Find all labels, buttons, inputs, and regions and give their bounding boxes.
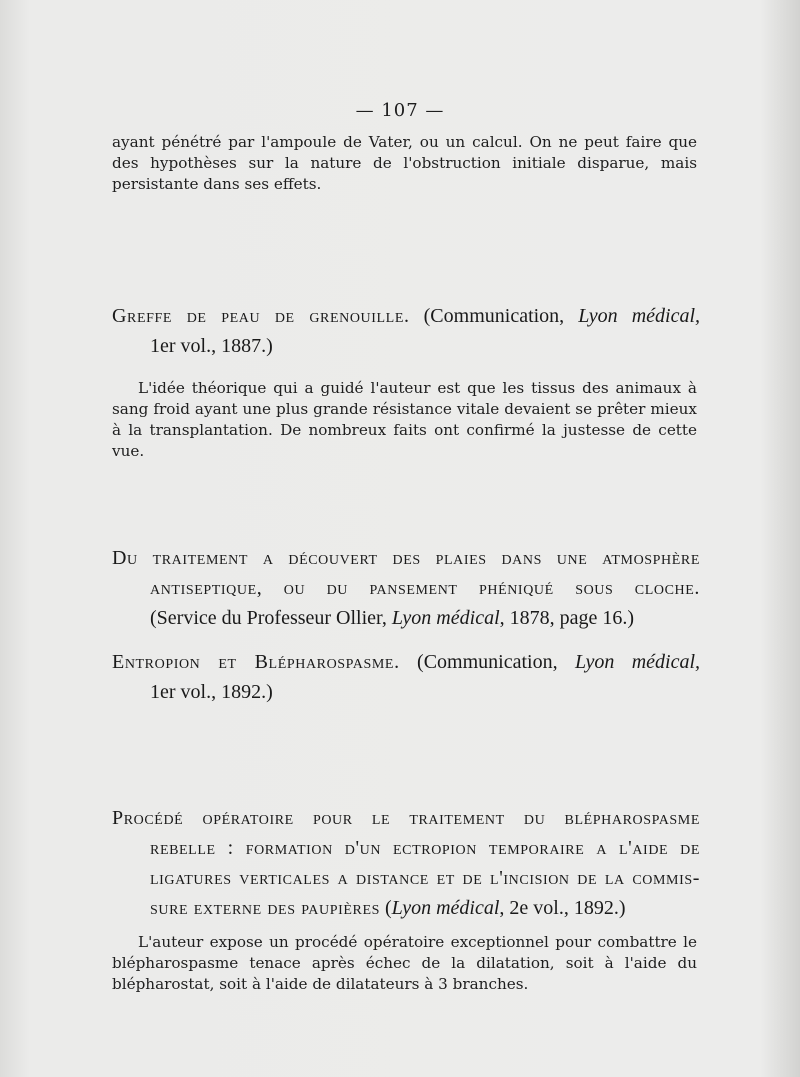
entry-traitement-title-line1: Du traitement a découvert des plaies dans une atmosphère	[112, 547, 700, 569]
entry-entropion-title: Entropion et Blépharospasme.	[112, 651, 400, 673]
entry-traitement-ref-a: (Service du Professeur Ollier,	[150, 607, 392, 629]
entry-procede-title-line2: rebelle : formation d'un ectropion temporaire a l'aide de	[150, 837, 700, 859]
entry-greffe-abstract-text: L'idée théorique qui a guidé l'auteur est que les tissus des animaux à sang froid ayant une plus grande résistance vitale devaient se prêter mieux à la transplantation. De nombreux faits ont confirmé la justesse de cette vue.	[112, 379, 697, 460]
entry-entropion-heading	[112, 647, 700, 707]
page-number: — 107 —	[355, 100, 445, 121]
entry-procede-heading	[112, 803, 700, 923]
entry-traitement-ref	[112, 603, 700, 633]
entry-entropion-journal: Lyon médical,	[574, 651, 701, 673]
entry-traitement-journal: Lyon médical	[391, 607, 500, 629]
entry-procede-abstract	[112, 932, 697, 995]
entry-procede-abstract-text: L'auteur expose un procédé opératoire exceptionnel pour combattre le blépharospasme tenace après échec de la dilatation, soit à l'aide du blépharostat, soit à l'aide de dilatateurs à 3 branches.	[112, 933, 697, 993]
entry-procede-ref-a: (	[380, 897, 392, 919]
entry-traitement-heading	[112, 543, 700, 633]
entry-greffe-heading	[112, 301, 700, 361]
entry-procede-journal: Lyon médical	[391, 897, 500, 919]
entry-greffe-abstract	[112, 378, 697, 462]
entry-entropion-line1	[112, 647, 700, 677]
entry-procede-title-line1: Procédé opératoire pour le traitement du blépharospasme	[112, 807, 700, 829]
intro-text: ayant pénétré par l'ampoule de Vater, ou un calcul. On ne peut faire que des hypothèses sur la nature de l'obstruction initiale disparue, mais persistante dans ses effets.	[112, 133, 697, 193]
entry-traitement-title-line2: antiseptique, ou du pansement phéniqué sous cloche.	[150, 577, 700, 599]
entry-greffe-title: Greffe de peau de grenouille.	[112, 305, 410, 327]
intro-paragraph	[112, 132, 697, 195]
entry-procede-title-line3: ligatures verticales a distance et de l'incision de la commis-	[150, 867, 700, 889]
entry-procede-line4	[112, 893, 700, 923]
entry-greffe-journal: Lyon médical,	[578, 305, 700, 327]
entry-traitement-ref-b: , 1878, page 16.)	[499, 607, 635, 629]
entry-greffe-line1	[112, 301, 700, 331]
entry-procede-ref-b: , 2e vol., 1892.)	[499, 897, 626, 919]
entry-procede-title-line4: sure externe des paupières	[150, 897, 380, 919]
entry-entropion-ref-a: (Communication,	[399, 651, 575, 673]
entry-greffe-ref-a: (Communication,	[409, 305, 579, 327]
entry-greffe-ref-b: 1er vol., 1887.)	[150, 335, 273, 357]
entry-entropion-ref-b: 1er vol., 1892.)	[150, 681, 273, 703]
